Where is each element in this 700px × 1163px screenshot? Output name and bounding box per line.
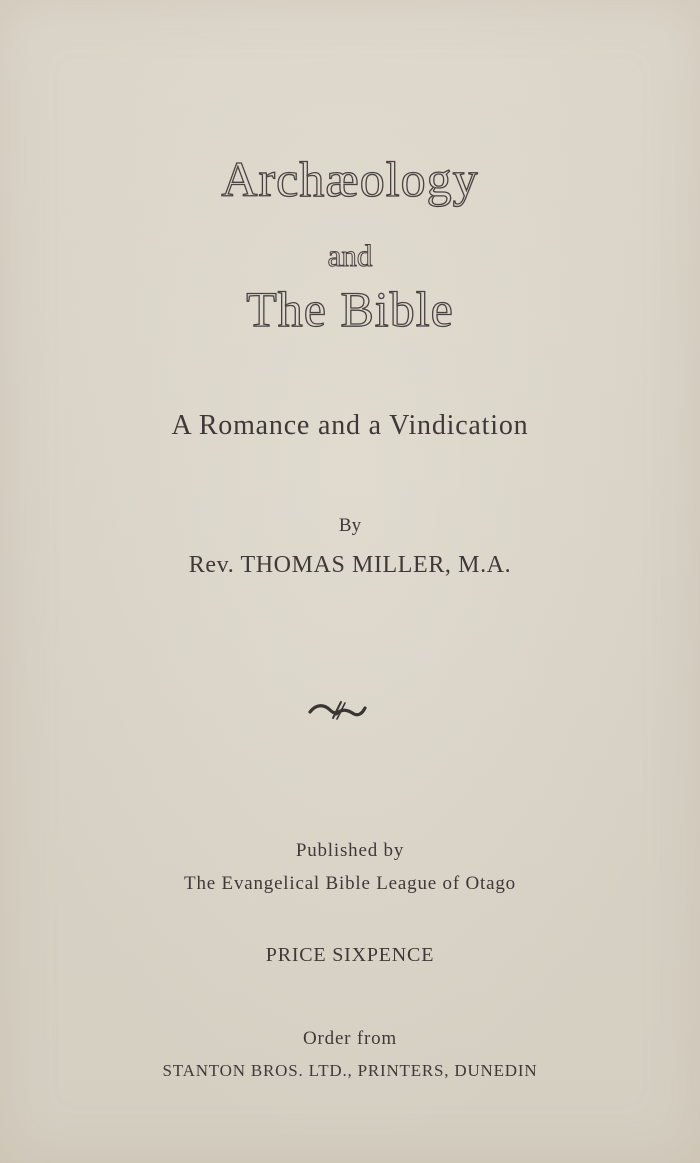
flourish-ornament-icon <box>300 694 370 724</box>
price-line: PRICE SIXPENCE <box>265 944 435 966</box>
order-from-label: Order from <box>303 1028 397 1049</box>
published-by-label: Published by <box>295 840 405 861</box>
title-line-archaeology: Archæology <box>221 151 479 207</box>
publisher-name: The Evangelical Bible League of Otago <box>184 873 516 894</box>
printers-line: STANTON BROS. LTD., PRINTERS, DUNEDIN <box>162 1061 538 1080</box>
author-name: Rev. THOMAS MILLER, M.A. <box>188 552 512 578</box>
title-line-and: and <box>327 238 373 273</box>
subtitle: A Romance and a Vindication <box>171 410 529 441</box>
by-label: By <box>338 515 362 536</box>
title-line-the-bible: The Bible <box>246 281 454 337</box>
